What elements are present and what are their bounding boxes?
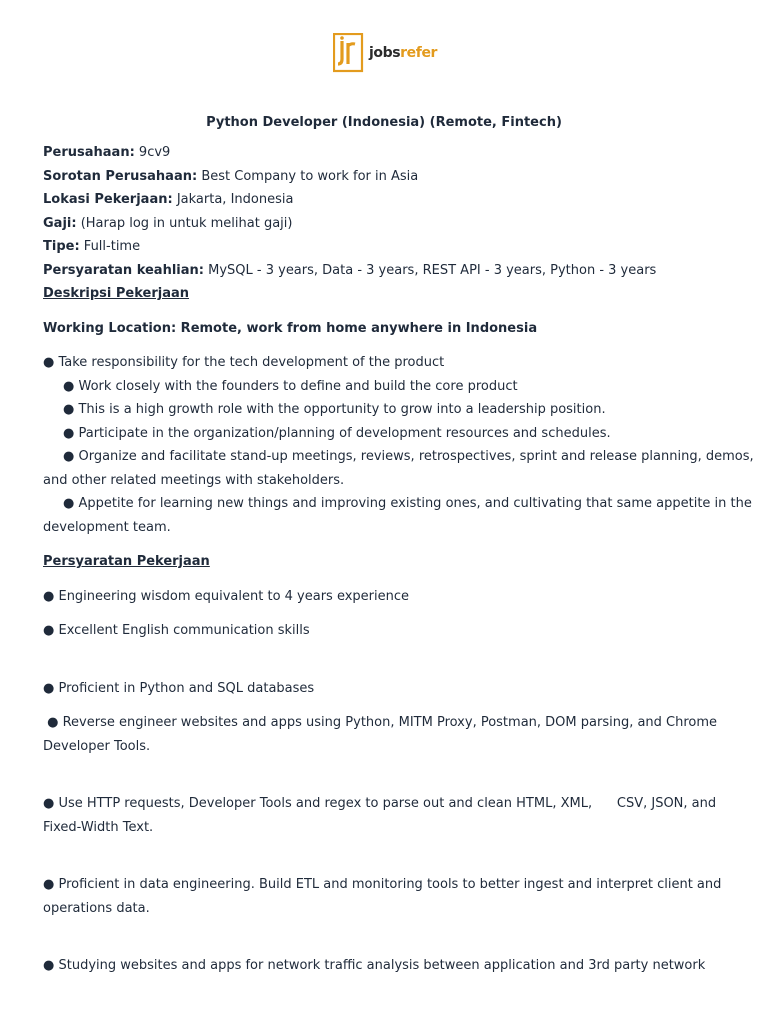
requirement-item: ● Studying websites and apps for network traffic analysis between application and 3rd party network xyxy=(43,958,706,973)
field-company-highlight xyxy=(43,165,733,189)
field-value: (Harap log in untuk melihat gaji) xyxy=(80,215,293,231)
field-skills xyxy=(43,259,733,283)
field-label: Perusahaan: xyxy=(43,145,135,160)
field-value: Jakarta, Indonesia xyxy=(176,192,294,207)
field-label: Sorotan Perusahaan: xyxy=(43,168,198,184)
spacer xyxy=(43,920,733,954)
field-location xyxy=(43,188,733,212)
responsibility-item: ● Organize and facilitate stand-up meetings, reviews, retrospectives, sprint and release planning, demos, xyxy=(63,449,754,464)
spacer xyxy=(43,643,733,677)
field-label: Tipe: xyxy=(43,239,80,254)
field-label: Persyaratan keahlian: xyxy=(43,262,204,278)
field-value: Full-time xyxy=(83,239,141,254)
requirement-item: ● Proficient in Python and SQL databases xyxy=(43,680,315,696)
jobsrefer-logo-mark xyxy=(333,33,365,73)
field-company xyxy=(43,141,733,165)
responsibility-item-continuation: development team. xyxy=(43,519,171,535)
spacer xyxy=(43,758,733,792)
logo-word-jobs: jobs xyxy=(369,45,401,61)
requirement-item: ● Use HTTP requests, Developer Tools and regex to parse out and clean HTML, XML, CSV, JSON, and xyxy=(43,796,717,811)
field-value: 9cv9 xyxy=(138,145,171,160)
field-label: Gaji: xyxy=(43,215,77,231)
field-value: Best Company to work for in Asia xyxy=(201,168,419,184)
field-value: MySQL - 3 years, Data - 3 years, REST API - 3 years, Python - 3 years xyxy=(208,262,657,278)
working-location: Working Location: Remote, work from home anywhere in Indonesia xyxy=(43,320,538,336)
requirements-heading: Persyaratan Pekerjaan xyxy=(43,554,210,569)
responsibility-item: ● Work closely with the founders to define and build the core product xyxy=(63,378,518,394)
responsibility-item: ● Participate in the organization/planning of development resources and schedules. xyxy=(63,425,611,441)
field-type xyxy=(43,235,733,259)
job-title: Python Developer (Indonesia) (Remote, Fintech) xyxy=(206,115,562,130)
requirement-item: ● Proficient in data engineering. Build ETL and monitoring tools to better ingest and interpret client and xyxy=(43,877,722,892)
description-heading: Deskripsi Pekerjaan xyxy=(43,286,190,301)
job-content xyxy=(43,141,754,978)
spacer xyxy=(43,306,733,317)
requirement-item-continuation: Developer Tools. xyxy=(43,738,151,754)
logo-word-refer: refer xyxy=(400,45,438,61)
spacer xyxy=(43,539,733,550)
jobsrefer-logo xyxy=(333,33,437,73)
spacer xyxy=(43,700,733,711)
requirement-item-continuation: Fixed-Width Text. xyxy=(43,819,154,835)
requirement-item: ● Excellent English communication skills xyxy=(43,623,310,638)
responsibility-item: ● Take responsibility for the tech development of the product xyxy=(43,355,445,370)
requirement-item-continuation: operations data. xyxy=(43,900,150,916)
responsibility-item: ● Appetite for learning new things and improving existing ones, and cultivating that same appetite in the xyxy=(63,496,752,511)
field-label: Lokasi Pekerjaan: xyxy=(43,192,173,207)
spacer xyxy=(43,574,733,585)
spacer xyxy=(43,839,733,873)
requirement-item: ● Engineering wisdom equivalent to 4 years experience xyxy=(43,588,410,604)
field-salary xyxy=(43,212,733,236)
responsibility-item: ● This is a high growth role with the opportunity to grow into a leadership position. xyxy=(63,402,606,417)
logo-wordmark xyxy=(369,46,437,60)
spacer xyxy=(43,608,733,619)
requirement-item: ● Reverse engineer websites and apps using Python, MITM Proxy, Postman, DOM parsing, and Chrome xyxy=(43,715,718,730)
responsibility-item-continuation: and other related meetings with stakeholders. xyxy=(43,472,345,488)
spacer xyxy=(43,340,733,351)
